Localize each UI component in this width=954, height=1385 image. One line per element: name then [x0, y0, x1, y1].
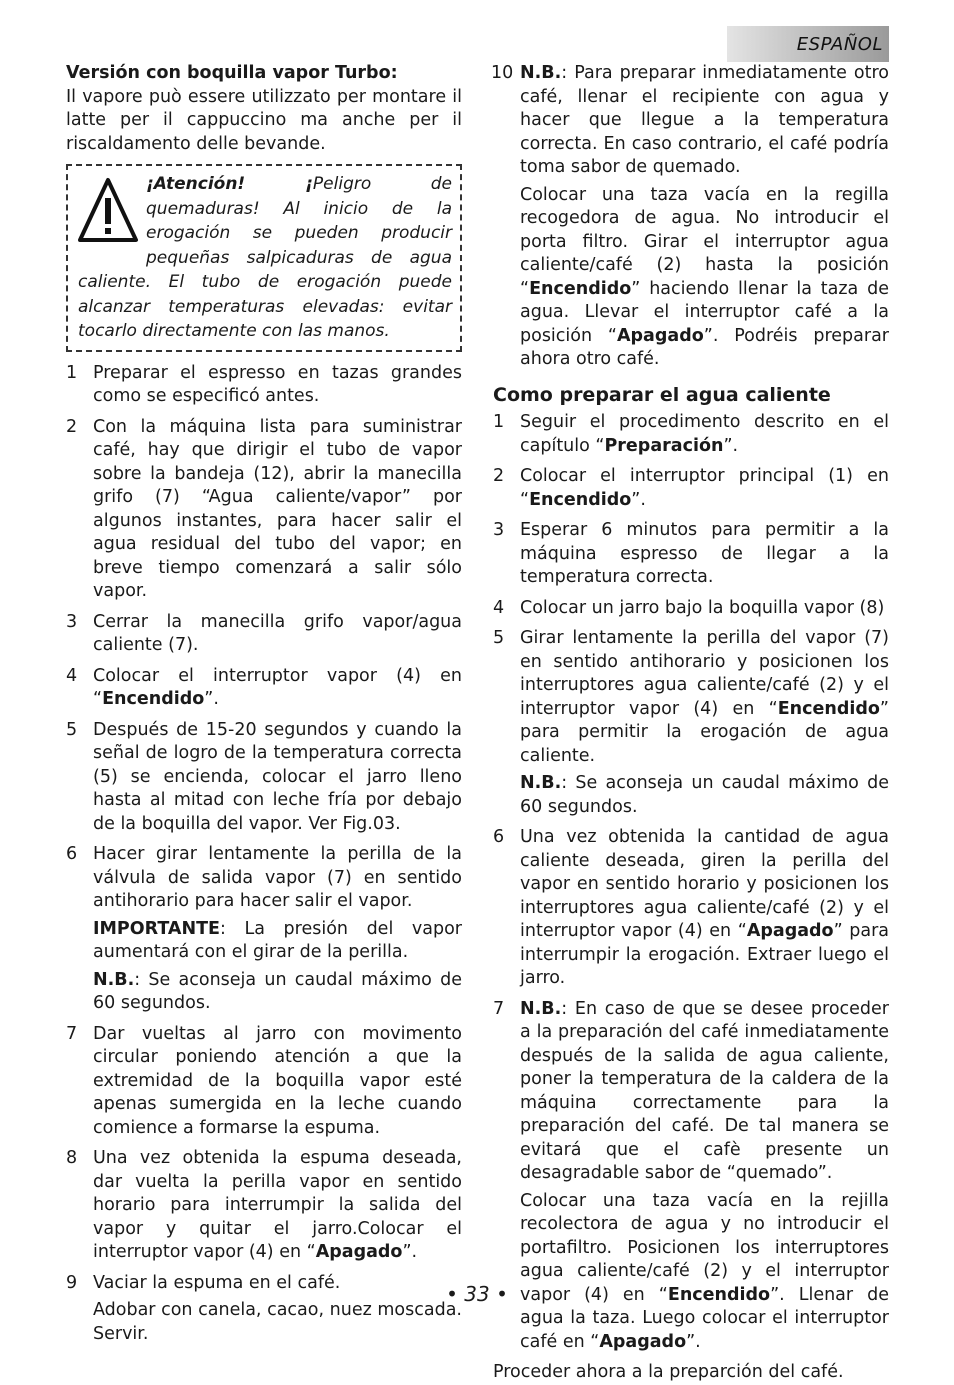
list-item: 8 Una vez obtenida la espuma deseada, dar vuelta la perilla vapor en sentido horario para interrumpir la salida del vapor y quitar el jarro.Colocar el interruptor vapor (4) en “Apagado”. [66, 1148, 462, 1262]
closing-paragraph: Proceder ahora a la preparción del café. [493, 1362, 844, 1382]
list-item: 1 Preparar el espresso en tazas grandes como se especificó antes. [66, 362, 462, 406]
list-item: 4 Colocar un jarro bajo la boquilla vapor (8) [493, 597, 885, 618]
list-item: 6 Hacer girar lentamente la perilla de la válvula de salida vapor (7) en sentido antihorario para hacer salir el vapor. IMPORTANTE: La presión del vapor aumentará con el girar de la perilla. N.B.: Se aconseja un caudal máximo de 60 segundos. [66, 844, 462, 1013]
list-item: 4 Colocar el interruptor vapor (4) en “Encendido”. [66, 665, 462, 709]
list-item: 2 Colocar el interruptor principal (1) en “Encendido”. [493, 466, 889, 510]
list-item: 6 Una vez obtenida la cantidad de agua caliente deseada, giren la perilla del vapor en sentido horario y posicionen los interruptores agua caliente/café (2) y el interruptor vapor (4) en “Apagado” para interrumpir la erogación. Extraer luego el jarro. [493, 827, 889, 988]
list-item: 7 Dar vueltas al jarro con movimento circular poniendo atención a que la extremidad de la boquilla vapor esté apenas sumergida en la leche cuando comience a formarse la espuma. [66, 1023, 462, 1138]
language-label: ESPAÑOL [796, 34, 883, 55]
warning-triangle-icon [76, 174, 140, 246]
list-item: 2 Con la máquina lista para suministrar café, hay que dirigir el tubo de vapor sobre la bandeja (12), abrir la manecilla grifo (7) “Agua caliente/vapor” por algunos instantes, para hacer salir el agua residual del tubo del vapor; en breve tiempo comenzará a salir sólo vapor. [66, 416, 462, 601]
list-item: 7 N.B.: En caso de que se desee proceder a la preparación del café inmediatamente después de la salida de agua caliente, poner la temperatura de la caldera de la máquina correctamente para la preparación del café. De tal manera se evitará que el cafè presente un desagradable sabor de “quemado”. Colocar una taza vacía en la rejilla recolectora de agua y no introducir el portafiltro. Posicionen los interruptores agua caliente/café (2) y el interruptor vapor (4) en “Encendido”. Llenar de agua la taza. Luego colocar el interruptor café en “Apagado”. [493, 998, 889, 1352]
list-item: 5 Después de 15-20 segundos y cuando la señal de logro de la temperatura correcta (5) se encienda, colocar el jarro lleno hasta al mitad con leche fría por debajo de la boquilla del vapor. Ver Fig.03. [66, 719, 462, 834]
turbo-version-title: Versión con boquilla vapor Turbo: [66, 63, 398, 83]
list-item: 9 Vaciar la espuma en el café. Adobar con canela, cacao, nuez moscada. Servir. [66, 1272, 462, 1344]
warning-text: Peligro de quemaduras! Al inicio de la erogación se pueden producir pequeñas salpicaduras de agua caliente. El tubo de erogación puede alcanzar temperaturas elevadas: evitar tocarlo directamente con las manos. [78, 174, 452, 341]
list-item: 1 Seguir el procedimento descrito en el capítulo “Preparación”. [493, 412, 889, 456]
right-column [493, 62, 889, 1385]
hot-water-section-title: Como preparar el agua caliente [493, 383, 831, 406]
warning-bold: ¡Atención! ¡ [146, 174, 313, 194]
list-item: 3 Cerrar la manecilla grifo vapor/agua caliente (7). [66, 611, 462, 655]
list-item: 5 Girar lentamente la perilla del vapor (7) en sentido antihorario y posicionen los interruptores agua caliente/café (2) y el interruptor vapor (4) en “Encendido” para permitir la erogación de agua caliente. N.B.: Se aconseja un caudal máximo de 60 segundos. [493, 628, 889, 817]
language-tab [727, 26, 889, 62]
intro-paragraph: Il vapore può essere utilizzato per montare il latte per il cappuccino ma anche per il riscaldamento delle bevande. [66, 86, 462, 154]
left-column [66, 62, 462, 1353]
list-item: 3 Esperar 6 minutos para permitir a la máquina espresso de llegar a la temperatura correcta. [493, 520, 889, 587]
warning-box [66, 164, 462, 352]
page-number: • 33 • [446, 1282, 508, 1306]
list-item: 10 N.B.: Para preparar inmediatamente otro café, llenar el recipiente con agua y hacer que llegue a la temperatura correcta. En caso contrario, el café podría toma sabor de quemado. Colocar una taza vacía en la regilla recogedora de agua. No introducir el porta filtro. Girar el interruptor agua caliente/café (2) hasta la posición “Encendido” haciendo llenar la taza de agua. Llevar el interruptor café a la posición “Apagado”. Podréis preparar ahora otro café. [491, 63, 889, 369]
